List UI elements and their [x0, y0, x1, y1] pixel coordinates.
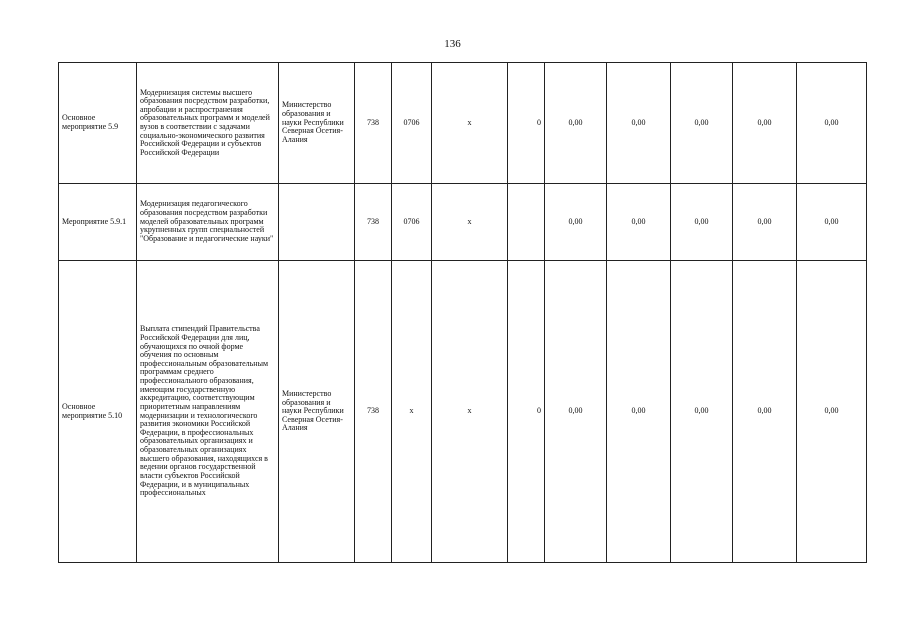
page-number: 136	[444, 38, 461, 50]
grbs-code: 738	[355, 184, 392, 261]
responsible-executor: Министерство образования и науки Республики Северная Осетия-Алания	[279, 261, 355, 563]
table-row	[59, 184, 867, 261]
vr-code: 0	[508, 63, 545, 184]
csr-code: x	[432, 184, 508, 261]
vr-code: 0	[508, 261, 545, 563]
csr-code: x	[432, 261, 508, 563]
amount-2: 0,00	[607, 261, 671, 563]
amount-3: 0,00	[671, 184, 733, 261]
amount-4: 0,00	[733, 261, 797, 563]
amount-3: 0,00	[671, 261, 733, 563]
amount-5: 0,00	[797, 261, 867, 563]
amount-4: 0,00	[733, 63, 797, 184]
vr-code	[508, 184, 545, 261]
amount-1: 0,00	[545, 63, 607, 184]
program-table	[58, 62, 867, 563]
table-row	[59, 261, 867, 563]
amount-1: 0,00	[545, 184, 607, 261]
rzpr-code: 0706	[392, 184, 432, 261]
csr-code: x	[432, 63, 508, 184]
amount-5: 0,00	[797, 184, 867, 261]
amount-4: 0,00	[733, 184, 797, 261]
responsible-executor: Министерство образования и науки Республики Северная Осетия-Алания	[279, 63, 355, 184]
grbs-code: 738	[355, 261, 392, 563]
rzpr-code: 0706	[392, 63, 432, 184]
table-row	[59, 63, 867, 184]
grbs-code: 738	[355, 63, 392, 184]
activity-description: Модернизация педагогического образования посредством разработки моделей образовательных программ укрупненных групп специальностей "Образование и педагогические науки"	[137, 184, 279, 261]
activity-name: Основное мероприятие 5.10	[59, 261, 137, 563]
amount-3: 0,00	[671, 63, 733, 184]
amount-2: 0,00	[607, 184, 671, 261]
activity-description: Выплата стипендий Правительства Российской Федерации для лиц, обучающихся по очной форме обучения по основным профессиональным образовательным программам среднего профессионального образования, имеющим государственную аккредитацию, соответствующим приоритетным направлениям модернизации и технологического развития экономики Российской Федерации, в профессиональных образовательных организациях и образовательных организациях высшего образования, находящихся в ведении органов государственной власти субъектов Российской Федерации, и в муниципальных профессиональных	[137, 261, 279, 563]
amount-1: 0,00	[545, 261, 607, 563]
amount-2: 0,00	[607, 63, 671, 184]
responsible-executor	[279, 184, 355, 261]
amount-5: 0,00	[797, 63, 867, 184]
rzpr-code: x	[392, 261, 432, 563]
activity-name: Основное мероприятие 5.9	[59, 63, 137, 184]
activity-description: Модернизация системы высшего образования посредством разработки, апробации и распространения образовательных программ и моделей вузов в соответствии с задачами социально-экономического развития Российской Федерации и субъектов Российской Федерации	[137, 63, 279, 184]
activity-name: Мероприятие 5.9.1	[59, 184, 137, 261]
